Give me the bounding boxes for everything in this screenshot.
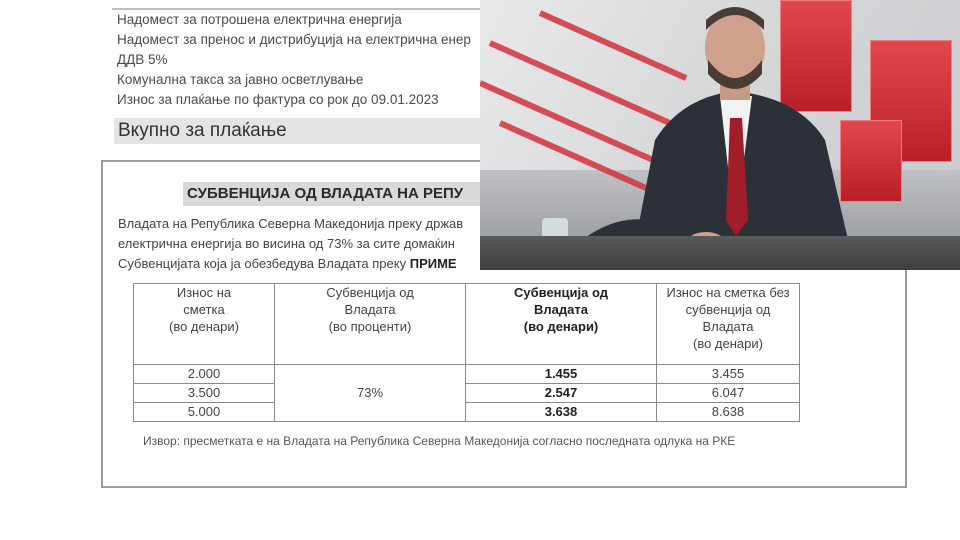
header-text: Износ на сметка без <box>666 285 790 300</box>
bill-line-amount-due: Износ за плаќање по фактура со рок до 09.01.2023 <box>117 92 439 107</box>
bill-total-label: Вкупно за плаќање <box>114 118 488 144</box>
header-subsidy-denars <box>466 284 657 365</box>
table-row <box>134 365 800 384</box>
intro-bold-text: ПРИМЕ <box>409 256 457 271</box>
bill-line-vat: ДДВ 5% <box>117 52 168 67</box>
bill-line-lighting-tax: Комунална такса за јавно осветлување <box>117 72 364 87</box>
intro-line: електрична енергија во висина од 73% за сите домаќин <box>118 236 455 251</box>
header-text: сметка <box>183 302 225 317</box>
cell-bill: 5.000 <box>134 403 275 422</box>
header-text: Субвенција од <box>513 285 608 300</box>
bill-charges <box>117 10 497 110</box>
intro-line-text: Субвенцијата која ја обезбедува Владата преку <box>118 256 407 271</box>
header-text: (во денари) <box>523 319 599 334</box>
intro-line <box>118 254 482 274</box>
cell-subsidy: 2.547 <box>466 384 657 403</box>
source-note: Извор: пресметката е на Владата на Република Северна Македонија согласно последната одлука на РКЕ <box>143 434 736 448</box>
subsidy-table <box>133 283 800 422</box>
header-bill-amount <box>134 284 275 365</box>
header-text: (во денари) <box>169 319 239 334</box>
header-subsidy-percent <box>275 284 466 365</box>
cell-without: 6.047 <box>657 384 800 403</box>
bill-line-electricity: Надомест за потрошена електрична енергија <box>117 12 402 27</box>
header-text: Владата <box>344 302 396 317</box>
bill-line-transmission: Надомест за пренос и дистрибуција на електрична енер <box>117 32 471 47</box>
cell-bill: 2.000 <box>134 365 275 384</box>
cell-without: 3.455 <box>657 365 800 384</box>
table-row <box>134 403 800 422</box>
header-text: Износ на <box>176 285 232 300</box>
cell-without: 8.638 <box>657 403 800 422</box>
header-text: Владата <box>534 302 588 317</box>
header-text: (во денари) <box>693 336 763 351</box>
person-figure <box>480 0 960 270</box>
cell-percent: 73% <box>275 365 466 422</box>
person-photo <box>480 0 960 270</box>
header-text: Субвенција од <box>326 285 414 300</box>
cell-subsidy: 3.638 <box>466 403 657 422</box>
table-header-row <box>134 284 800 365</box>
header-text: (во проценти) <box>328 319 412 334</box>
subsidy-title: СУБВЕНЦИЈА ОД ВЛАДАТА НА РЕПУ <box>183 182 487 206</box>
subsidy-intro <box>118 214 482 274</box>
header-text: Владата <box>702 319 754 334</box>
cell-bill: 3.500 <box>134 384 275 403</box>
table-row <box>134 384 800 403</box>
header-text: субвенција од <box>685 302 771 317</box>
cell-subsidy: 1.455 <box>466 365 657 384</box>
studio-desk <box>480 236 960 270</box>
intro-line: Владата на Република Северна Македонија преку држав <box>118 216 464 231</box>
header-bill-without-subsidy <box>657 284 800 365</box>
